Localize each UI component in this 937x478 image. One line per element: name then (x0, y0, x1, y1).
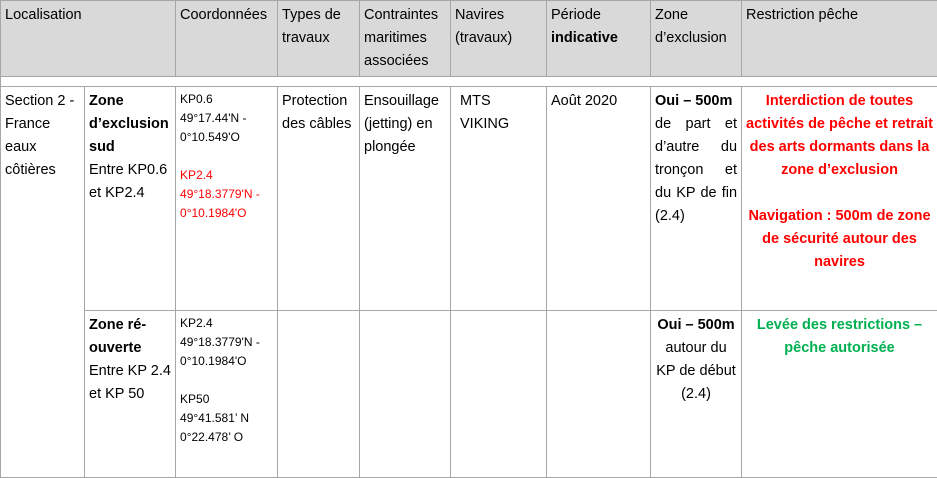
restriction-text: Levée des restrictions – pêche autorisée (746, 314, 933, 360)
coord-lon: 0°22.478’ O (180, 428, 273, 447)
zone-exclusion-text: de part et d’autre du tronçon et du KP de fin (2.4) (655, 113, 737, 228)
zone-exclusion-value: Oui – 500m (655, 314, 737, 337)
header-contraintes: Contraintes maritimes associées (360, 1, 451, 77)
restriction-cell (742, 311, 937, 478)
zone-exclusion-value: Oui – 500m (655, 90, 737, 113)
zone-cell (85, 87, 176, 311)
contraintes-cell (360, 311, 451, 478)
header-zone-exclusion: Zone d’exclusion (651, 1, 742, 77)
coord-kp: KP0.6 (180, 90, 273, 109)
periode-cell: Août 2020 (547, 87, 651, 311)
coord-lat: 49°41.581’ N (180, 409, 273, 428)
zone-title: Zone ré-ouverte (89, 314, 171, 360)
zone-exclusion-text: autour du KP de début (2.4) (655, 337, 737, 406)
coord-kp: KP2.4 (180, 166, 273, 185)
types-cell: Protection des câbles (278, 87, 360, 311)
header-periode: Période indicative (547, 1, 651, 77)
section-label: Section 2 - France eaux côtières (1, 87, 85, 478)
coord-lon: 0°10.1984'O (180, 352, 273, 371)
table-row (1, 87, 937, 311)
zone-exclusion-cell (651, 87, 742, 311)
coord-lon: 0°10.549'O (180, 128, 273, 147)
restriction-navigation: Navigation : 500m de zone de sécurité autour des navires (746, 205, 933, 274)
coord-lat: 49°18.3779'N - (180, 185, 273, 204)
types-cell (278, 311, 360, 478)
coordinates-cell (176, 311, 278, 478)
contraintes-cell: Ensouillage (jetting) en plongée (360, 87, 451, 311)
coord-lat: 49°17.44'N - (180, 109, 273, 128)
table-row (1, 311, 937, 478)
header-localisation: Localisation (1, 1, 176, 77)
coord-kp: KP2.4 (180, 314, 273, 333)
coord-lon: 0°10.1984'O (180, 204, 273, 223)
coordinates-cell (176, 87, 278, 311)
navires-cell: MTS VIKING (451, 87, 547, 311)
coord-kp: KP50 (180, 390, 273, 409)
zone-desc: Entre KP0.6 et KP2.4 (89, 159, 171, 205)
spacer-row (1, 77, 937, 87)
zone-cell (85, 311, 176, 478)
header-navires: Navires (travaux) (451, 1, 547, 77)
periode-cell (547, 311, 651, 478)
header-types: Types de travaux (278, 1, 360, 77)
restriction-cell (742, 87, 937, 311)
zone-desc: Entre KP 2.4 et KP 50 (89, 360, 171, 406)
navires-cell (451, 311, 547, 478)
coord-lat: 49°18.3779'N - (180, 333, 273, 352)
header-row (1, 1, 937, 77)
zone-title: Zone d’exclusion sud (89, 90, 171, 159)
header-coordonnees: Coordonnées (176, 1, 278, 77)
header-restriction: Restriction pêche (742, 1, 937, 77)
zone-exclusion-cell (651, 311, 742, 478)
restriction-text: Interdiction de toutes activités de pêche et retrait des arts dormants dans la zone d’exclusion (746, 90, 933, 182)
